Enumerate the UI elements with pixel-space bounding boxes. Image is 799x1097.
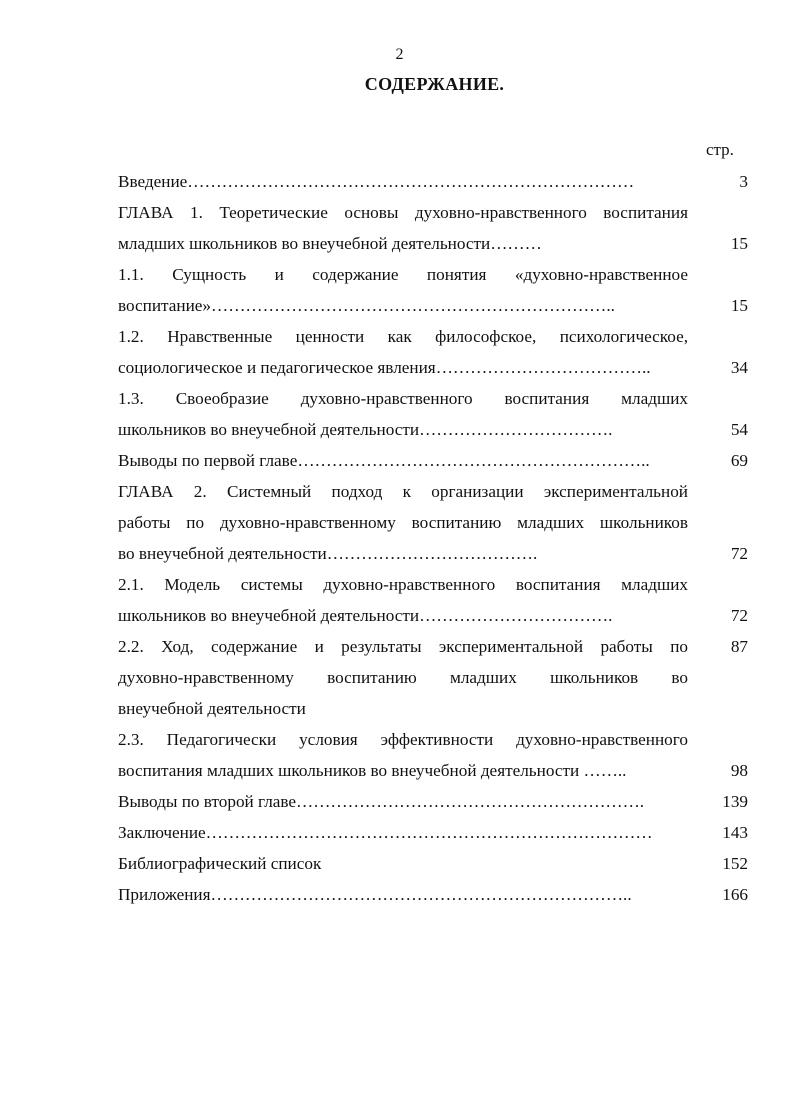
toc-entry-text: 1.1. Сущность и содержание понятия «духовно-нравственное xyxy=(118,265,688,284)
toc-page-number: 139 xyxy=(722,792,748,811)
toc-entry-text: 2.2. Ход, содержание и результаты экспериментальной работы по xyxy=(118,637,688,656)
toc-entry-text: духовно-нравственному воспитанию младших школьников во xyxy=(118,668,688,687)
toc-entry-text: 1.2. Нравственные ценности как философское, психологическое, xyxy=(118,327,688,346)
toc-entry-text: воспитания младших школьников во внеучебной деятельности …….. xyxy=(118,761,627,780)
toc-page-number: 69 xyxy=(730,451,748,470)
toc-entry-text: Выводы по второй главе……………………………………………………. xyxy=(118,792,645,811)
toc-entry xyxy=(118,786,748,817)
toc-entry xyxy=(118,166,748,197)
page-column-label: стр. xyxy=(706,140,734,159)
toc-page-number: 54 xyxy=(730,420,748,439)
toc-entry xyxy=(118,383,748,445)
toc-entry-text: младших школьников во внеучебной деятельности……… xyxy=(118,234,542,253)
toc-entry xyxy=(118,817,748,848)
page-number: 2 xyxy=(395,46,404,63)
toc-page-number: 143 xyxy=(722,823,748,842)
toc-entry-text: Приложения……………………………………………………………….. xyxy=(118,885,632,904)
page-title: СОДЕРЖАНИЕ. xyxy=(364,74,505,94)
toc-entry xyxy=(118,631,748,724)
toc-entry-text: ГЛАВА 2. Системный подход к организации экспериментальной xyxy=(118,482,688,501)
toc-page-number: 98 xyxy=(730,761,748,780)
toc-entry-text: школьников во внеучебной деятельности……………………………. xyxy=(118,606,613,625)
toc-entry-text: Библиографический список xyxy=(118,854,322,873)
toc-entry xyxy=(118,476,748,569)
toc-entry-text: Заключение…………………………………………………………………… xyxy=(118,823,653,842)
toc-entry xyxy=(118,259,748,321)
toc-entry-text: воспитание»…………………………………………………………….. xyxy=(118,296,615,315)
toc-entry xyxy=(118,879,748,910)
toc-page-number: 72 xyxy=(730,544,748,563)
toc-entry-text: внеучебной деятельности xyxy=(118,699,306,718)
toc-entry xyxy=(118,848,748,879)
toc-entry-text: Введение…………………………………………………………………… xyxy=(118,172,635,191)
toc-entry xyxy=(118,197,748,259)
table-of-contents xyxy=(118,166,748,910)
toc-entry-text: 2.3. Педагогически условия эффективности духовно-нравственного xyxy=(118,730,688,749)
toc-page-number: 152 xyxy=(722,854,748,873)
toc-page-number: 72 xyxy=(730,606,748,625)
toc-entry xyxy=(118,724,748,786)
toc-entry-text: Выводы по первой главе…………………………………………………….. xyxy=(118,451,650,470)
toc-entry xyxy=(118,321,748,383)
toc-entry-text: школьников во внеучебной деятельности……………………………. xyxy=(118,420,613,439)
toc-page-number: 3 xyxy=(739,172,748,191)
toc-entry-text: 1.3. Своеобразие духовно-нравственного воспитания младших xyxy=(118,389,688,408)
toc-entry-text: социологическое и педагогическое явления……………………………….. xyxy=(118,358,651,377)
toc-entry-text: 2.1. Модель системы духовно-нравственного воспитания младших xyxy=(118,575,688,594)
toc-page-number: 34 xyxy=(730,358,748,377)
toc-entry-text: во внеучебной деятельности………………………………. xyxy=(118,544,538,563)
toc-entry-text: ГЛАВА 1. Теоретические основы духовно-нравственного воспитания xyxy=(118,203,688,222)
toc-entry xyxy=(118,569,748,631)
toc-page-number: 87 xyxy=(730,637,748,656)
toc-page-number: 15 xyxy=(730,234,748,253)
toc-page-number: 15 xyxy=(730,296,748,315)
toc-entry-text: работы по духовно-нравственному воспитанию младших школьников xyxy=(118,513,688,532)
toc-entry xyxy=(118,445,748,476)
toc-page-number: 166 xyxy=(722,885,748,904)
